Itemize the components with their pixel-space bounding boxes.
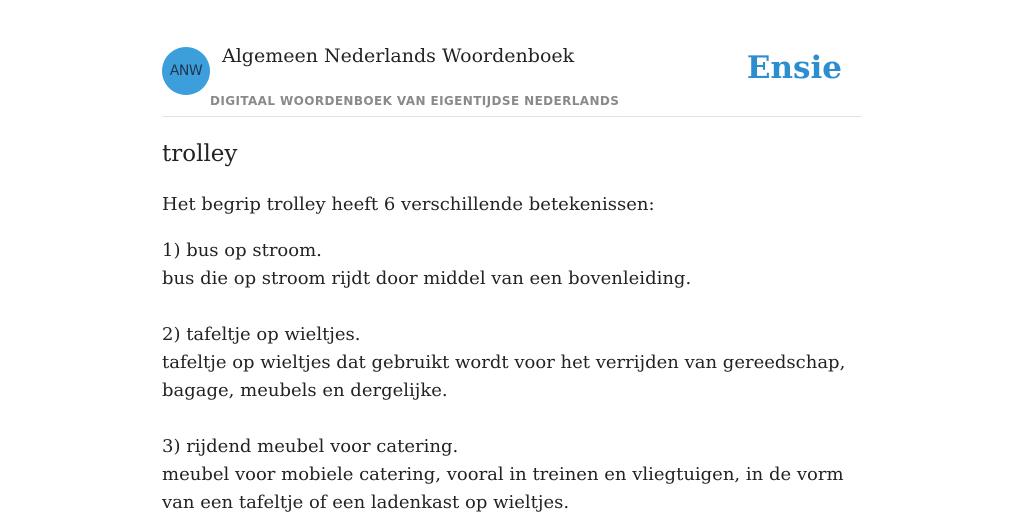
meaning-item: [162, 433, 862, 512]
site-header: [162, 0, 862, 117]
meaning-heading: 2) tafeltje op wieltjes.: [162, 324, 361, 345]
site-title[interactable]: Algemeen Nederlands Woordenboek: [222, 45, 575, 67]
meaning-definition: bus die op stroom rijdt door middel van een bovenleiding.: [162, 268, 692, 289]
entry-content: [162, 137, 862, 512]
logo-text: ANW: [169, 63, 203, 79]
meaning-definition: meubel voor mobiele catering, vooral in treinen en vliegtuigen, in de vorm van een tafeltje of een ladenkast op wieltjes.: [162, 464, 844, 512]
ensie-brand-link[interactable]: Ensie: [746, 50, 842, 86]
meanings-list: [162, 237, 862, 512]
meaning-item: [162, 237, 862, 293]
meaning-heading: 1) bus op stroom.: [162, 240, 322, 261]
meaning-item: [162, 321, 862, 405]
entry-word-title: trolley: [162, 141, 238, 167]
meaning-heading: 3) rijdend meubel voor catering.: [162, 436, 459, 457]
anw-logo[interactable]: [162, 47, 210, 95]
meaning-definition: tafeltje op wieltjes dat gebruikt wordt voor het verrijden van gereedschap, bagage, meubels en dergelijke.: [162, 352, 846, 401]
site-subtitle: DIGITAAL WOORDENBOEK VAN EIGENTIJDSE NEDERLANDS: [210, 94, 620, 108]
entry-intro: Het begrip trolley heeft 6 verschillende betekenissen:: [162, 194, 655, 215]
